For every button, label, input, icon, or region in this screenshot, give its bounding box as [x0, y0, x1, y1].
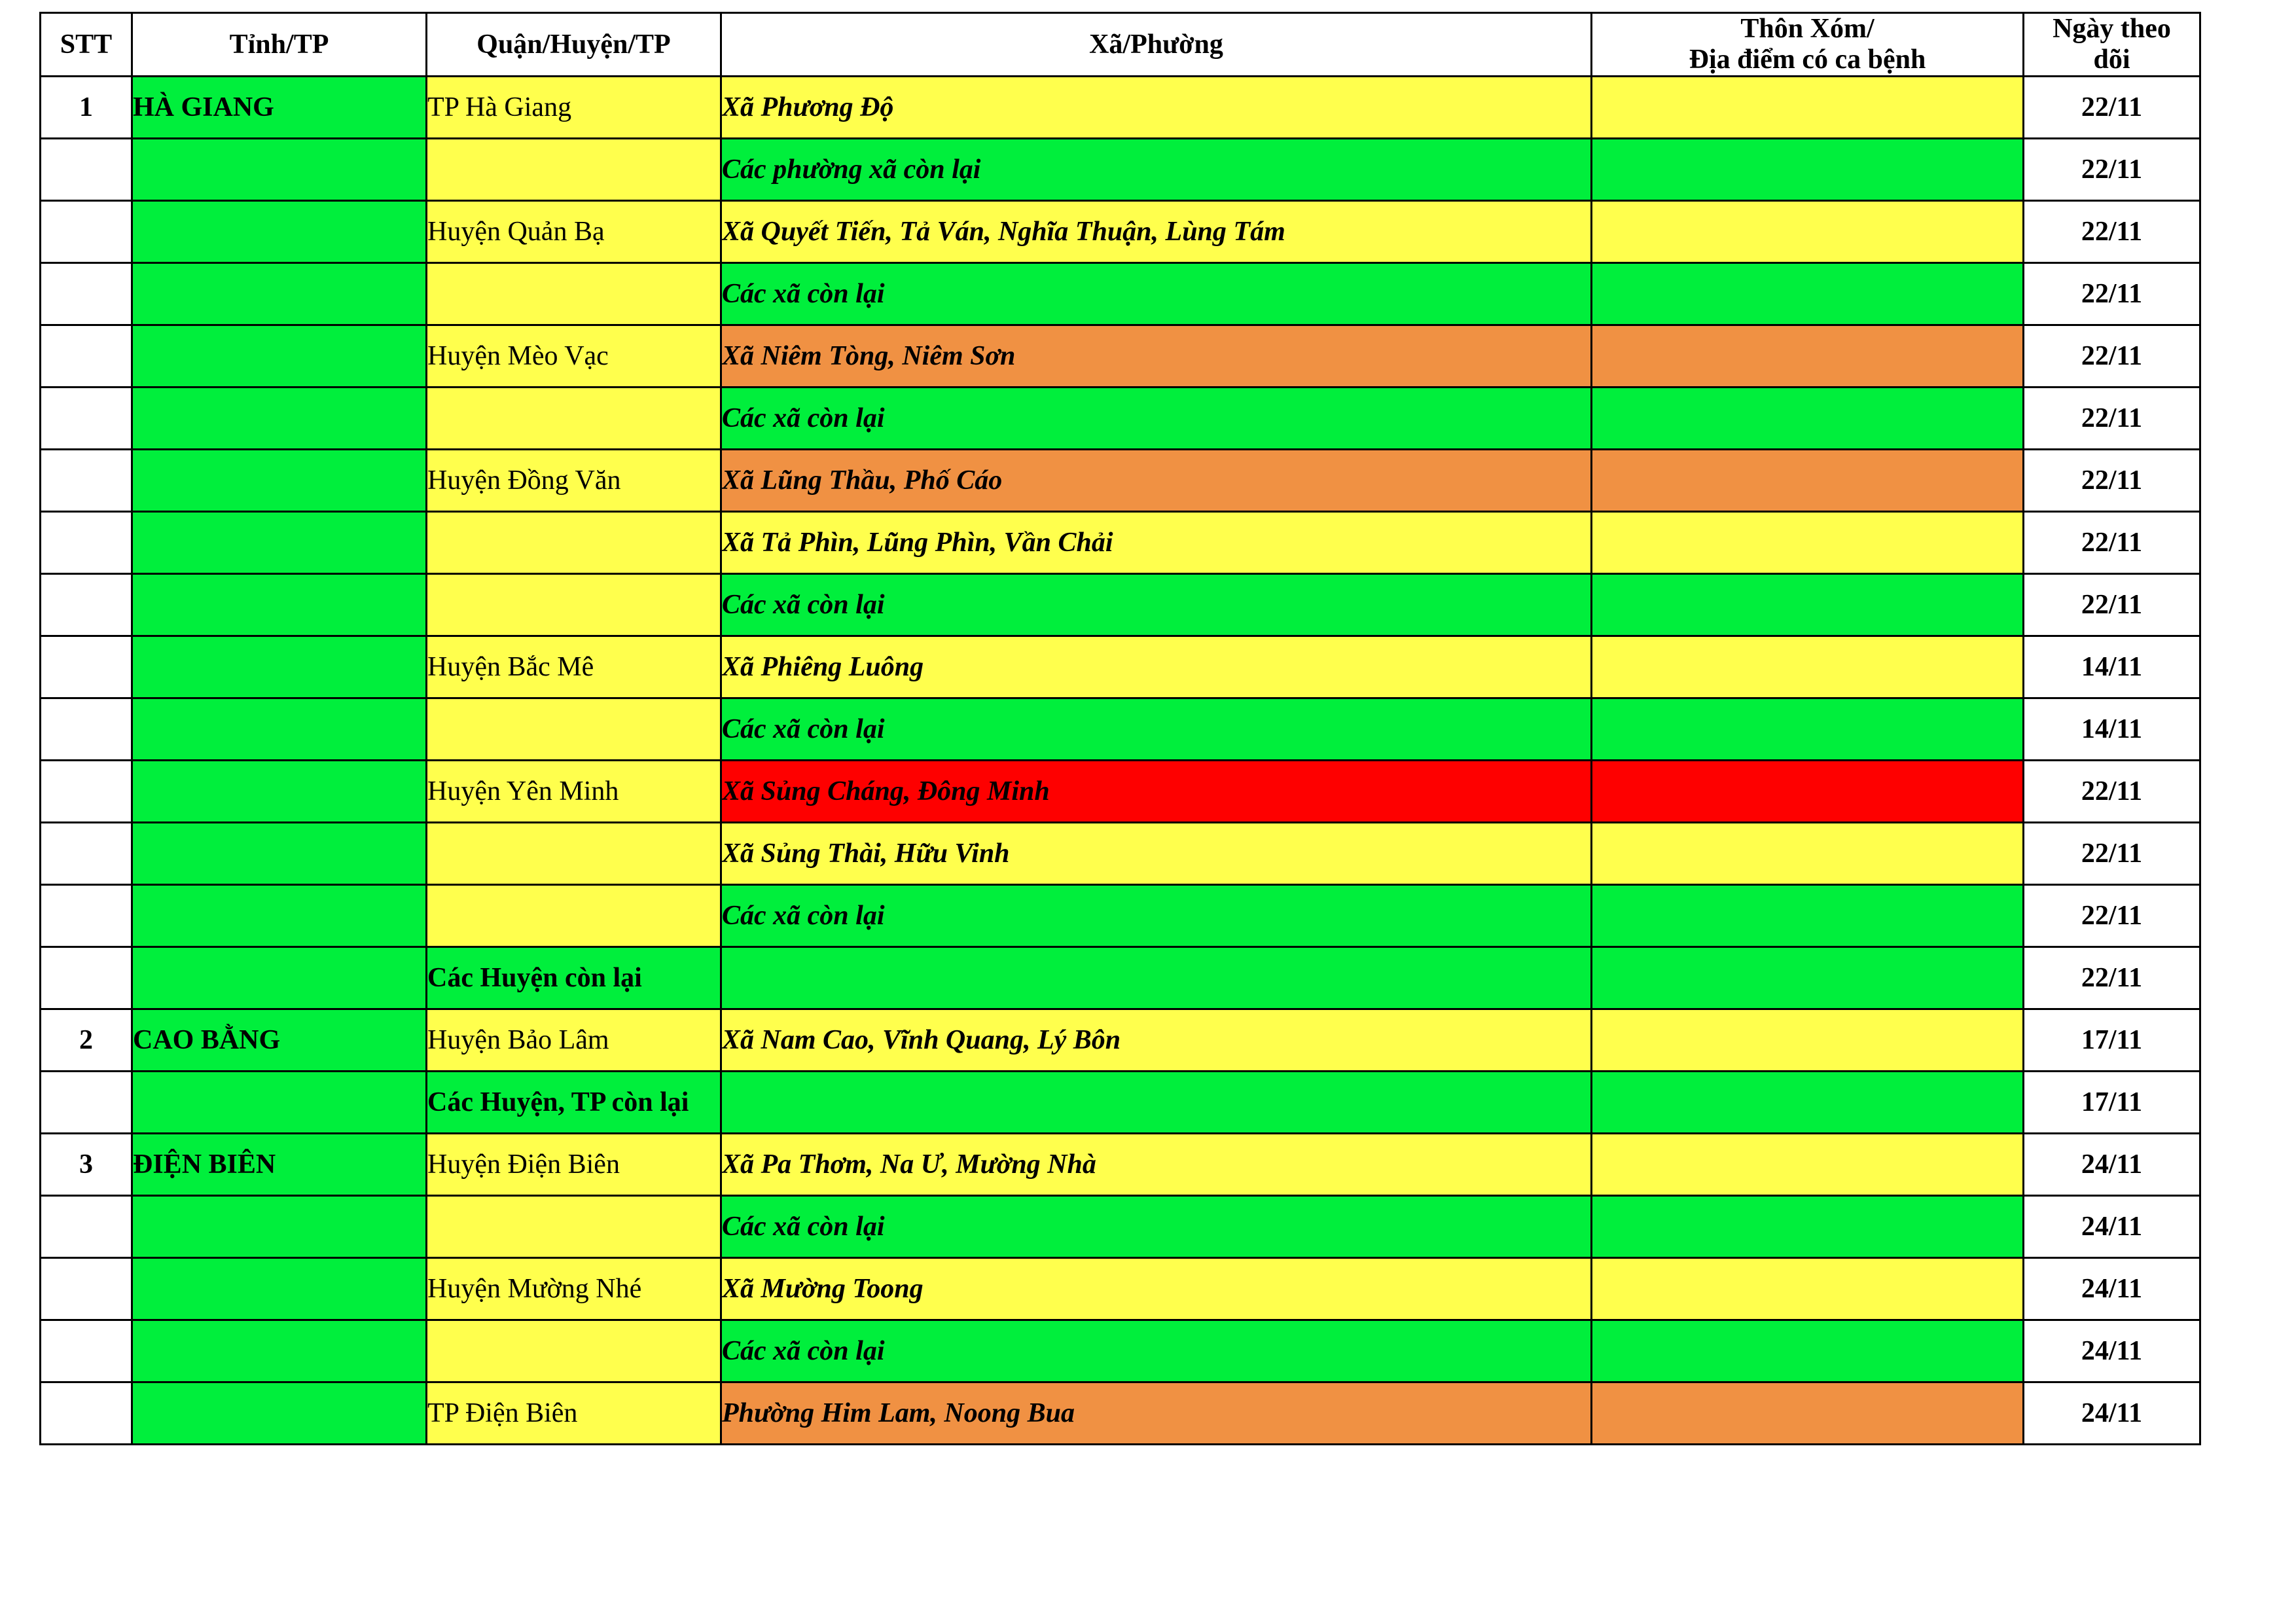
cell-hamlet: [1592, 1196, 2024, 1258]
table-row: [41, 823, 2200, 885]
cell-hamlet: [1592, 823, 2024, 885]
cell-date: 22/11: [2024, 574, 2200, 636]
cell-commune: Xã Nam Cao, Vĩnh Quang, Lý Bôn: [721, 1009, 1592, 1072]
cell-commune: Xã Mường Toong: [721, 1258, 1592, 1320]
table-row: [41, 77, 2200, 139]
risk-level-table: [39, 12, 2201, 1445]
cell-date: 14/11: [2024, 636, 2200, 698]
cell-province: [132, 512, 427, 574]
cell-district: Huyện Đồng Văn: [427, 450, 721, 512]
table-row: [41, 325, 2200, 388]
cell-commune: Phường Him Lam, Noong Bua: [721, 1382, 1592, 1445]
cell-province: [132, 139, 427, 201]
cell-date: 22/11: [2024, 139, 2200, 201]
cell-stt: 1: [41, 77, 132, 139]
cell-province: [132, 761, 427, 823]
cell-district: [427, 574, 721, 636]
cell-commune: Xã Phiêng Luông: [721, 636, 1592, 698]
cell-province: [132, 823, 427, 885]
cell-stt: [41, 761, 132, 823]
cell-stt: [41, 1072, 132, 1134]
cell-district: [427, 823, 721, 885]
cell-date: 22/11: [2024, 512, 2200, 574]
cell-stt: [41, 1196, 132, 1258]
cell-province: CAO BẰNG: [132, 1009, 427, 1072]
cell-commune: Xã Phương Độ: [721, 77, 1592, 139]
table-header-row: [41, 13, 2200, 77]
cell-district: [427, 512, 721, 574]
cell-hamlet: [1592, 698, 2024, 761]
cell-commune: Các xã còn lại: [721, 885, 1592, 947]
cell-stt: [41, 450, 132, 512]
cell-district: Huyện Điện Biên: [427, 1134, 721, 1196]
table-row: [41, 1382, 2200, 1445]
cell-hamlet: [1592, 761, 2024, 823]
cell-date: 17/11: [2024, 1072, 2200, 1134]
cell-province: [132, 325, 427, 388]
cell-province: [132, 1382, 427, 1445]
cell-commune: Các phường xã còn lại: [721, 139, 1592, 201]
column-header-stt: STT: [41, 13, 132, 77]
cell-date: 24/11: [2024, 1196, 2200, 1258]
cell-stt: [41, 388, 132, 450]
cell-province: [132, 1320, 427, 1382]
cell-province: [132, 636, 427, 698]
cell-stt: [41, 512, 132, 574]
cell-stt: 3: [41, 1134, 132, 1196]
cell-district: Huyện Quản Bạ: [427, 201, 721, 263]
cell-commune: Xã Sủng Cháng, Đông Minh: [721, 761, 1592, 823]
cell-date: 24/11: [2024, 1320, 2200, 1382]
cell-province: [132, 1072, 427, 1134]
cell-stt: [41, 947, 132, 1009]
cell-commune: Các xã còn lại: [721, 263, 1592, 325]
cell-district: Các Huyện, TP còn lại: [427, 1072, 721, 1134]
table-row: [41, 388, 2200, 450]
cell-hamlet: [1592, 450, 2024, 512]
cell-district: Huyện Mường Nhé: [427, 1258, 721, 1320]
cell-stt: [41, 636, 132, 698]
table-row: [41, 1258, 2200, 1320]
cell-commune: Các xã còn lại: [721, 1320, 1592, 1382]
table-row: [41, 1072, 2200, 1134]
table-row: [41, 574, 2200, 636]
cell-hamlet: [1592, 1382, 2024, 1445]
cell-date: 17/11: [2024, 1009, 2200, 1072]
cell-district: [427, 388, 721, 450]
cell-hamlet: [1592, 1009, 2024, 1072]
column-header-commune: Xã/Phường: [721, 13, 1592, 77]
cell-district: [427, 885, 721, 947]
table-row: [41, 512, 2200, 574]
cell-date: 22/11: [2024, 325, 2200, 388]
cell-stt: [41, 698, 132, 761]
cell-date: 24/11: [2024, 1258, 2200, 1320]
cell-district: Huyện Mèo Vạc: [427, 325, 721, 388]
column-header-hamlet: [1592, 13, 2024, 77]
cell-stt: 2: [41, 1009, 132, 1072]
cell-date: 22/11: [2024, 947, 2200, 1009]
cell-hamlet: [1592, 1072, 2024, 1134]
cell-commune: Xã Niêm Tòng, Niêm Sơn: [721, 325, 1592, 388]
table-row: [41, 698, 2200, 761]
cell-district: [427, 1320, 721, 1382]
cell-date: 24/11: [2024, 1382, 2200, 1445]
cell-district: [427, 698, 721, 761]
cell-district: TP Điện Biên: [427, 1382, 721, 1445]
column-header-hamlet-line1: Thôn Xóm/: [1740, 14, 1874, 44]
cell-stt: [41, 263, 132, 325]
column-header-date: [2024, 13, 2200, 77]
cell-stt: [41, 1320, 132, 1382]
cell-hamlet: [1592, 1134, 2024, 1196]
cell-date: 22/11: [2024, 885, 2200, 947]
cell-commune: Các xã còn lại: [721, 574, 1592, 636]
cell-stt: [41, 1382, 132, 1445]
cell-hamlet: [1592, 1320, 2024, 1382]
cell-hamlet: [1592, 947, 2024, 1009]
cell-hamlet: [1592, 139, 2024, 201]
cell-stt: [41, 201, 132, 263]
table-row: [41, 263, 2200, 325]
cell-stt: [41, 574, 132, 636]
table-body: [41, 77, 2200, 1445]
cell-district: [427, 263, 721, 325]
cell-commune: Xã Tả Phìn, Lũng Phìn, Vần Chải: [721, 512, 1592, 574]
column-header-district: Quận/Huyện/TP: [427, 13, 721, 77]
table-row: [41, 636, 2200, 698]
cell-province: [132, 1258, 427, 1320]
cell-hamlet: [1592, 512, 2024, 574]
cell-date: 22/11: [2024, 761, 2200, 823]
cell-commune: Các xã còn lại: [721, 698, 1592, 761]
cell-commune: Xã Lũng Thầu, Phố Cáo: [721, 450, 1592, 512]
cell-hamlet: [1592, 263, 2024, 325]
cell-province: [132, 947, 427, 1009]
cell-hamlet: [1592, 885, 2024, 947]
cell-date: 22/11: [2024, 450, 2200, 512]
cell-date: 22/11: [2024, 388, 2200, 450]
cell-hamlet: [1592, 636, 2024, 698]
cell-province: [132, 885, 427, 947]
cell-province: [132, 1196, 427, 1258]
cell-commune: Xã Sủng Thài, Hữu Vinh: [721, 823, 1592, 885]
cell-hamlet: [1592, 201, 2024, 263]
table-row: [41, 1320, 2200, 1382]
cell-district: TP Hà Giang: [427, 77, 721, 139]
cell-commune: Xã Quyết Tiến, Tả Ván, Nghĩa Thuận, Lùng Tám: [721, 201, 1592, 263]
cell-stt: [41, 139, 132, 201]
cell-date: 22/11: [2024, 263, 2200, 325]
cell-province: [132, 574, 427, 636]
table-row: [41, 947, 2200, 1009]
cell-district: [427, 139, 721, 201]
table-row: [41, 761, 2200, 823]
table-row: [41, 450, 2200, 512]
cell-province: [132, 450, 427, 512]
column-header-hamlet-line2: Địa điểm có ca bệnh: [1689, 45, 1926, 75]
cell-commune: Các xã còn lại: [721, 388, 1592, 450]
table-row: [41, 885, 2200, 947]
column-header-province: Tỉnh/TP: [132, 13, 427, 77]
cell-district: Các Huyện còn lại: [427, 947, 721, 1009]
cell-district: Huyện Bảo Lâm: [427, 1009, 721, 1072]
cell-hamlet: [1592, 1258, 2024, 1320]
cell-commune: [721, 1072, 1592, 1134]
cell-district: Huyện Yên Minh: [427, 761, 721, 823]
cell-stt: [41, 823, 132, 885]
cell-province: ĐIỆN BIÊN: [132, 1134, 427, 1196]
cell-date: 22/11: [2024, 823, 2200, 885]
cell-stt: [41, 1258, 132, 1320]
cell-stt: [41, 325, 132, 388]
cell-province: [132, 201, 427, 263]
column-header-date-line2: dõi: [2093, 45, 2130, 75]
table-row: [41, 201, 2200, 263]
cell-district: Huyện Bắc Mê: [427, 636, 721, 698]
cell-commune: Xã Pa Thơm, Na Ư, Mường Nhà: [721, 1134, 1592, 1196]
cell-commune: Các xã còn lại: [721, 1196, 1592, 1258]
cell-hamlet: [1592, 574, 2024, 636]
column-header-date-line1: Ngày theo: [2053, 14, 2171, 44]
cell-hamlet: [1592, 388, 2024, 450]
cell-hamlet: [1592, 325, 2024, 388]
cell-province: [132, 263, 427, 325]
table-row: [41, 1009, 2200, 1072]
cell-district: [427, 1196, 721, 1258]
cell-hamlet: [1592, 77, 2024, 139]
table-row: [41, 1134, 2200, 1196]
cell-province: [132, 388, 427, 450]
cell-date: 14/11: [2024, 698, 2200, 761]
cell-date: 22/11: [2024, 201, 2200, 263]
cell-province: HÀ GIANG: [132, 77, 427, 139]
cell-commune: [721, 947, 1592, 1009]
table-row: [41, 1196, 2200, 1258]
table-header: [41, 13, 2200, 77]
cell-stt: [41, 885, 132, 947]
cell-date: 24/11: [2024, 1134, 2200, 1196]
cell-province: [132, 698, 427, 761]
cell-date: 22/11: [2024, 77, 2200, 139]
table-row: [41, 139, 2200, 201]
